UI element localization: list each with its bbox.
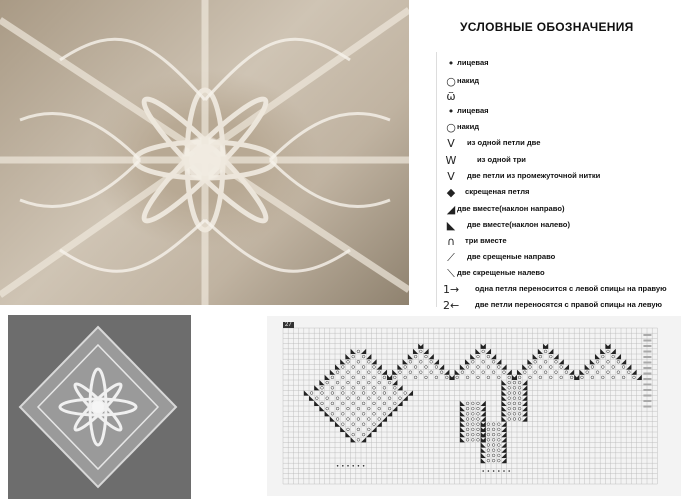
legend-item (437, 74, 688, 90)
legend-item-label: две петли из промежуточной нитки (467, 171, 601, 180)
legend-item (437, 89, 688, 105)
legend-item (437, 136, 688, 152)
v-bar-icon: V (447, 170, 455, 183)
legend-title: УСЛОВНЫЕ ОБОЗНАЧЕНИЯ (460, 20, 634, 34)
legend-item-label: лицевая (457, 58, 489, 67)
dot-icon: • (447, 57, 455, 70)
legend-item (437, 104, 688, 120)
legend-list (436, 52, 688, 312)
circle-icon: ○ (446, 121, 456, 134)
legend-item (437, 185, 688, 201)
diagonal-left-icon: ⟍ (447, 267, 455, 280)
legend-item (437, 56, 688, 72)
legend-item (437, 153, 688, 169)
lace-print-photo (8, 315, 191, 499)
legend-item (437, 266, 688, 282)
legend-item (437, 120, 688, 136)
lace-square-photo (0, 0, 409, 305)
legend-item (437, 218, 688, 234)
legend-item-label: накид (457, 76, 480, 85)
legend-item (437, 202, 688, 218)
double-v-icon: ѿ (446, 90, 456, 103)
legend-item-label: две вместе(наклон налево) (467, 220, 570, 229)
left-triangle-icon: ◣ (446, 219, 456, 232)
circle-icon: ○ (446, 75, 456, 88)
legend-item (437, 234, 688, 250)
legend-item-label: две срещеные направо (467, 252, 556, 261)
legend-item (437, 250, 688, 266)
triple-v-icon: W (445, 154, 457, 167)
chart-row-numbers (643, 334, 651, 408)
legend-item-label: скрещеная петля (465, 187, 530, 196)
legend-item (437, 282, 688, 298)
legend-item-label: две скрещеные налево (457, 268, 545, 277)
legend-item-label: две петли переносятся с правой спицы на левую (475, 300, 663, 309)
legend-item-label: три вместе (465, 236, 507, 245)
legend-item-label: из одной три (477, 155, 526, 164)
arch-icon: ∩ (446, 235, 456, 248)
legend-item (437, 298, 688, 314)
chart-symbols (304, 344, 642, 472)
lace-print-drawing (8, 315, 191, 499)
diamond-icon: ◆ (446, 186, 456, 199)
one-arrow-icon: 1→ (443, 283, 460, 296)
knitting-chart (267, 316, 681, 496)
chart-number: 27 (285, 322, 292, 328)
legend-item-label: из одной петли две (467, 138, 541, 147)
dot-icon: • (447, 105, 455, 118)
legend-item (437, 169, 688, 185)
right-triangle-icon: ◢ (446, 203, 456, 216)
legend-item-label: две вместе(наклон направо) (457, 204, 565, 213)
two-arrow-icon: 2← (443, 299, 460, 312)
legend-item-label: лицевая (457, 106, 489, 115)
legend-item-label: одна петля переносится с левой спицы на правую (475, 284, 667, 293)
legend-item-label: накид (457, 122, 480, 131)
knitting-grid (267, 316, 681, 496)
v-arc-icon: V (447, 137, 455, 150)
lace-pattern-drawing (0, 0, 409, 305)
diagonal-right-icon: ⟋ (447, 251, 455, 264)
